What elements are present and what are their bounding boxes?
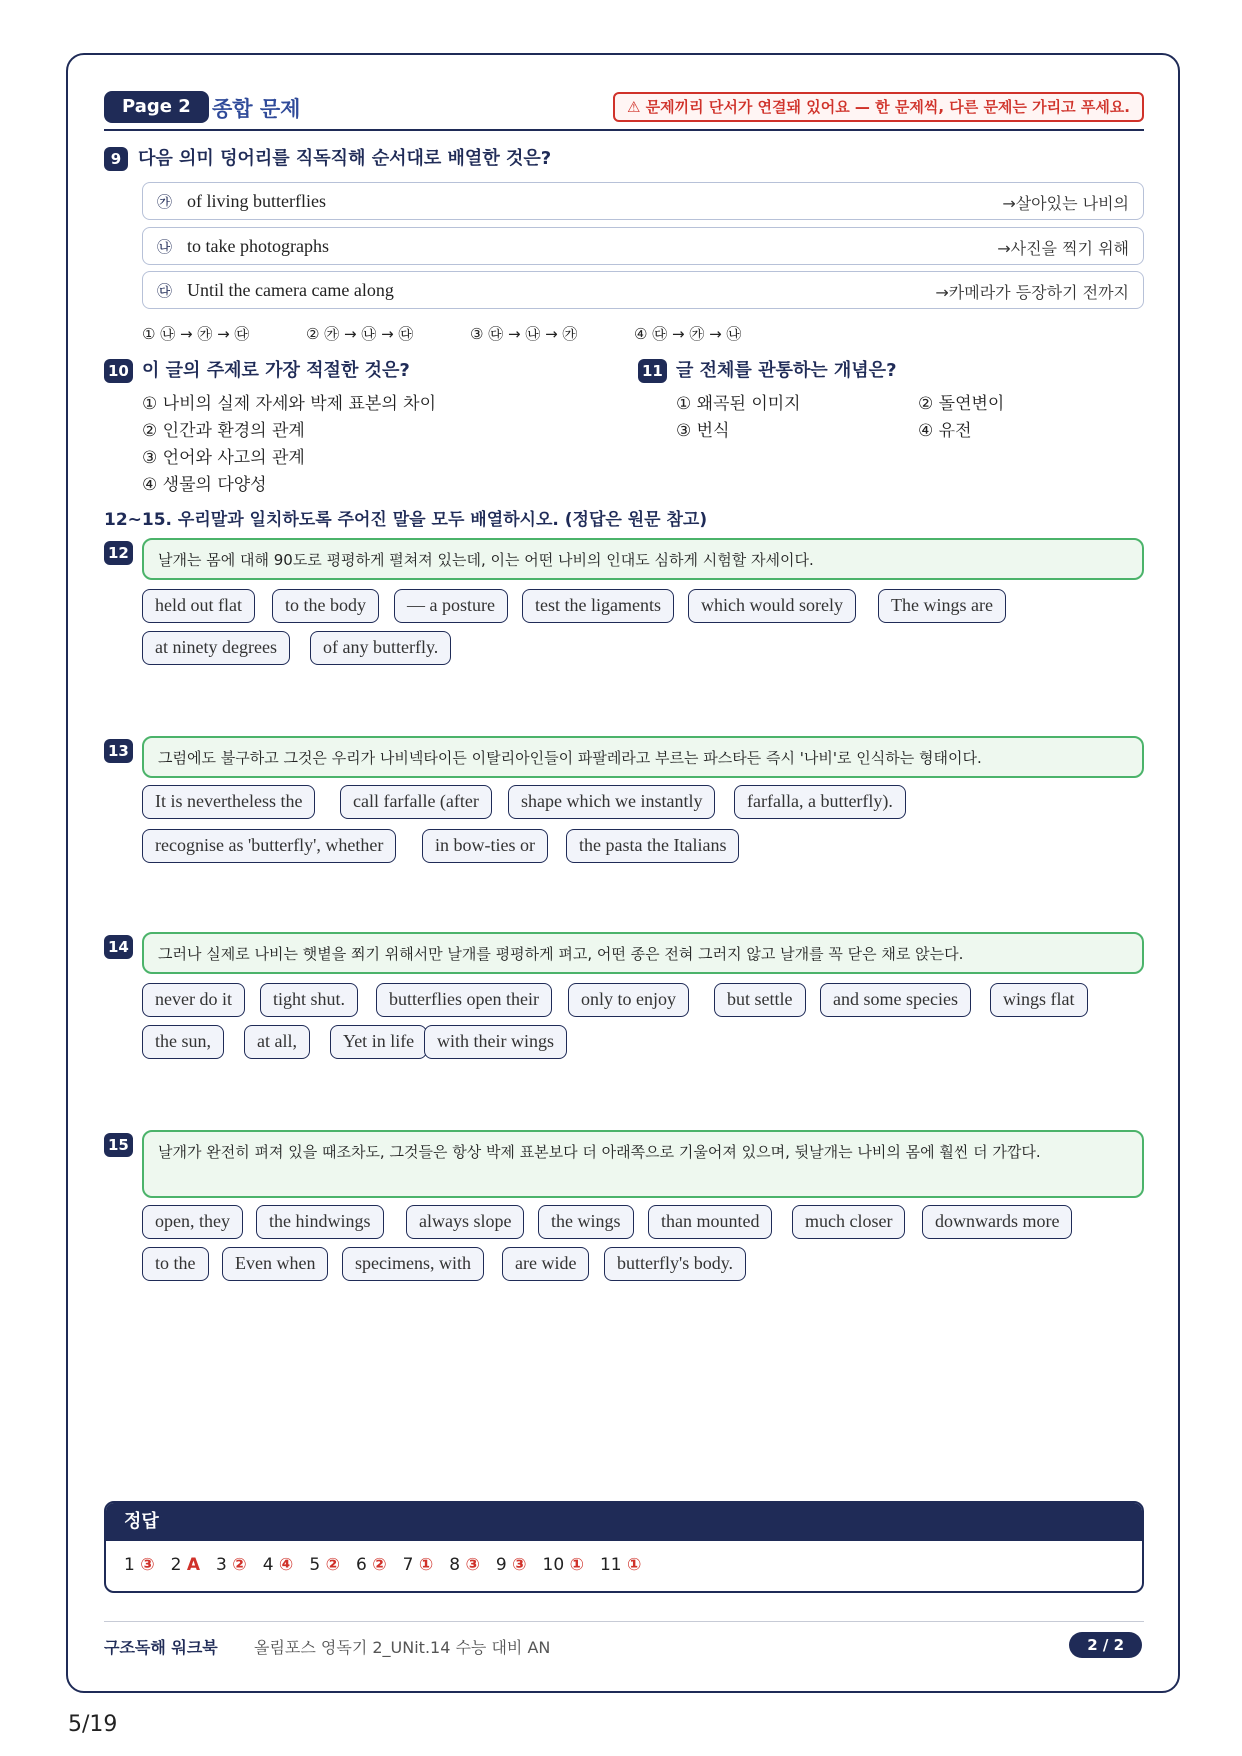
warning-banner: ⚠ 문제끼리 단서가 연결돼 있어요 — 한 문제씩, 다른 문제는 가리고 푸세요. xyxy=(613,92,1144,122)
word-tile[interactable]: It is nevertheless the xyxy=(142,785,315,819)
answer-value: ② xyxy=(325,1555,340,1575)
answer-number: 2 xyxy=(170,1555,182,1575)
answer-item xyxy=(216,1555,247,1575)
word-tile[interactable]: the sun, xyxy=(142,1025,224,1059)
page-indicator: 2 / 2 xyxy=(1069,1632,1142,1658)
question-number: 9 xyxy=(104,147,128,171)
word-tile[interactable]: wings flat xyxy=(990,983,1088,1017)
option[interactable]: ② ㉮ → ㉯ → ㉰ xyxy=(306,325,414,343)
answer-value: ① xyxy=(627,1555,642,1575)
chunk-korean: →카메라가 등장하기 전까지 xyxy=(935,283,1129,302)
word-tile[interactable]: the pasta the Italians xyxy=(566,829,739,863)
word-tile[interactable]: tight shut. xyxy=(260,983,358,1017)
word-tile[interactable]: test the ligaments xyxy=(522,589,674,623)
word-tile[interactable]: butterflies open their xyxy=(376,983,552,1017)
word-tile[interactable]: specimens, with xyxy=(342,1247,484,1281)
question-number: 12 xyxy=(104,541,133,565)
answer-value: ③ xyxy=(140,1555,155,1575)
word-tile[interactable]: Yet in life xyxy=(330,1025,427,1059)
answer-item xyxy=(263,1555,294,1575)
header xyxy=(104,91,1144,125)
question-text: 이 글의 주제로 가장 적절한 것은? xyxy=(142,360,410,381)
worksheet-page xyxy=(66,53,1180,1693)
answer-item xyxy=(309,1555,340,1575)
page-label: Page 2 xyxy=(104,91,209,123)
answer-number: 10 xyxy=(542,1555,565,1575)
option[interactable]: ③ 번식 xyxy=(676,421,730,441)
option[interactable]: ③ 언어와 사고의 관계 xyxy=(142,448,305,468)
option[interactable]: ④ 생물의 다양성 xyxy=(142,475,267,495)
answer-value: ① xyxy=(569,1555,584,1575)
answer-value: ③ xyxy=(465,1555,480,1575)
section-title: 종합 문제 xyxy=(212,97,301,121)
option[interactable]: ① ㉯ → ㉮ → ㉰ xyxy=(142,325,250,343)
answer-value: ② xyxy=(372,1555,387,1575)
answer-value: ④ xyxy=(278,1555,294,1575)
question-text: 글 전체를 관통하는 개념은? xyxy=(676,360,897,381)
option[interactable]: ④ 유전 xyxy=(918,421,972,441)
chunk-korean: →사진을 찍기 위해 xyxy=(997,239,1129,258)
option[interactable]: ② 돌연변이 xyxy=(918,394,1005,414)
word-tile[interactable]: with their wings xyxy=(424,1025,567,1059)
word-tile[interactable]: held out flat xyxy=(142,589,255,623)
word-tile[interactable]: butterfly's body. xyxy=(604,1247,746,1281)
answer-number: 6 xyxy=(355,1555,367,1575)
word-tile[interactable]: downwards more xyxy=(922,1205,1072,1239)
answer-item xyxy=(356,1555,387,1575)
answer-number: 4 xyxy=(262,1555,274,1575)
option[interactable]: ② 인간과 환경의 관계 xyxy=(142,421,305,441)
chunk-mark: ㉰ xyxy=(157,282,173,300)
chunk-card xyxy=(142,227,1144,265)
word-tile[interactable]: to the xyxy=(142,1247,209,1281)
word-tile[interactable]: to the body xyxy=(272,589,379,623)
option[interactable]: ③ ㉰ → ㉯ → ㉮ xyxy=(470,325,578,343)
document-page-count: 5/19 xyxy=(68,1712,118,1737)
word-tile[interactable]: farfalla, a butterfly). xyxy=(734,785,906,819)
answer-item xyxy=(496,1555,527,1575)
word-tile[interactable]: but settle xyxy=(714,983,806,1017)
chunk-english: Until the camera came along xyxy=(187,280,394,300)
section-heading: 12~15. 우리말과 일치하도록 주어진 말을 모두 배열하시오. (정답은 원문 참고) xyxy=(104,510,708,530)
chunk-korean: →살아있는 나비의 xyxy=(1002,194,1129,213)
option[interactable]: ① 왜곡된 이미지 xyxy=(676,394,801,414)
answer-key xyxy=(104,1501,1144,1593)
prompt-box: 날개가 완전히 펴져 있을 때조차도, 그것들은 항상 박제 표본보다 더 아래쪽으로 기울어져 있으며, 뒷날개는 나비의 몸에 훨씬 더 가깝다. xyxy=(142,1130,1144,1198)
chunk-mark: ㉯ xyxy=(157,238,173,256)
footer-subtitle: 올림포스 영독기 2_UNit.14 수능 대비 AN xyxy=(254,1638,551,1657)
option[interactable]: ① 나비의 실제 자세와 박제 표본의 차이 xyxy=(142,394,436,414)
question-number: 11 xyxy=(638,359,667,383)
answer-value: A xyxy=(186,1555,201,1575)
question-text: 다음 의미 덩어리를 직독직해 순서대로 배열한 것은? xyxy=(138,148,552,169)
word-tile[interactable]: at ninety degrees xyxy=(142,631,290,665)
chunk-card xyxy=(142,182,1144,220)
answer-item xyxy=(403,1555,434,1575)
word-tile[interactable]: always slope xyxy=(406,1205,524,1239)
answer-value: ② xyxy=(232,1555,247,1575)
answer-item xyxy=(124,1555,155,1575)
word-tile[interactable]: at all, xyxy=(244,1025,310,1059)
header-divider xyxy=(104,129,1144,131)
answer-value: ③ xyxy=(512,1555,527,1575)
answer-key-title: 정답 xyxy=(106,1503,1142,1541)
word-tile[interactable]: are wide xyxy=(502,1247,589,1281)
answer-item xyxy=(600,1555,641,1575)
word-tile[interactable]: the hindwings xyxy=(256,1205,384,1239)
answer-list xyxy=(124,1555,657,1575)
word-tile[interactable]: call farfalle (after xyxy=(340,785,492,819)
answer-item xyxy=(171,1555,200,1575)
word-tile[interactable]: of any butterfly. xyxy=(310,631,451,665)
chunk-english: of living butterflies xyxy=(187,191,326,211)
word-tile[interactable]: much closer xyxy=(792,1205,905,1239)
word-tile[interactable]: than mounted xyxy=(648,1205,772,1239)
answer-number: 8 xyxy=(449,1555,461,1575)
answer-number: 5 xyxy=(309,1555,321,1575)
answer-number: 1 xyxy=(124,1555,135,1575)
question-number: 14 xyxy=(104,935,133,959)
answer-item xyxy=(543,1555,584,1575)
q9-options xyxy=(142,323,1144,347)
prompt-box: 그러나 실제로 나비는 햇볕을 쬐기 위해서만 날개를 평평하게 펴고, 어떤 종은 전혀 그러지 않고 날개를 꼭 닫은 채로 앉는다. xyxy=(142,932,1144,974)
word-tile[interactable]: Even when xyxy=(222,1247,328,1281)
word-tile[interactable]: only to enjoy xyxy=(568,983,689,1017)
question-number: 10 xyxy=(104,359,133,383)
footer-brand: 구조독해 워크북 xyxy=(104,1638,218,1657)
answer-value: ① xyxy=(418,1555,434,1575)
answer-number: 7 xyxy=(402,1555,414,1575)
answer-number: 3 xyxy=(216,1555,227,1575)
prompt-box: 그럼에도 불구하고 그것은 우리가 나비넥타이든 이탈리아인들이 파팔레라고 부르는 파스타든 즉시 '나비'로 인식하는 형태이다. xyxy=(142,736,1144,778)
word-tile[interactable]: the wings xyxy=(538,1205,634,1239)
word-tile[interactable]: shape which we instantly xyxy=(508,785,715,819)
word-tile[interactable]: which would sorely xyxy=(688,589,856,623)
word-tile[interactable]: — a posture xyxy=(394,589,508,623)
word-tile[interactable]: in bow-ties or xyxy=(422,829,548,863)
word-tile[interactable]: and some species xyxy=(820,983,971,1017)
word-tile[interactable]: recognise as 'butterfly', whether xyxy=(142,829,396,863)
word-tile[interactable]: never do it xyxy=(142,983,245,1017)
answer-number: 11 xyxy=(599,1555,622,1575)
answer-number: 9 xyxy=(495,1555,507,1575)
word-tile[interactable]: The wings are xyxy=(878,589,1006,623)
answer-item xyxy=(449,1555,480,1575)
footer-divider xyxy=(104,1621,1144,1622)
question-number: 15 xyxy=(104,1133,133,1157)
question-number: 13 xyxy=(104,739,133,763)
chunk-mark: ㉮ xyxy=(157,193,173,211)
chunk-english: to take photographs xyxy=(187,236,329,256)
chunk-card xyxy=(142,271,1144,309)
option[interactable]: ④ ㉰ → ㉮ → ㉯ xyxy=(634,325,742,343)
prompt-box: 날개는 몸에 대해 90도로 평평하게 펼쳐져 있는데, 이는 어떤 나비의 인대도 심하게 시험할 자세이다. xyxy=(142,538,1144,580)
word-tile[interactable]: open, they xyxy=(142,1205,243,1239)
